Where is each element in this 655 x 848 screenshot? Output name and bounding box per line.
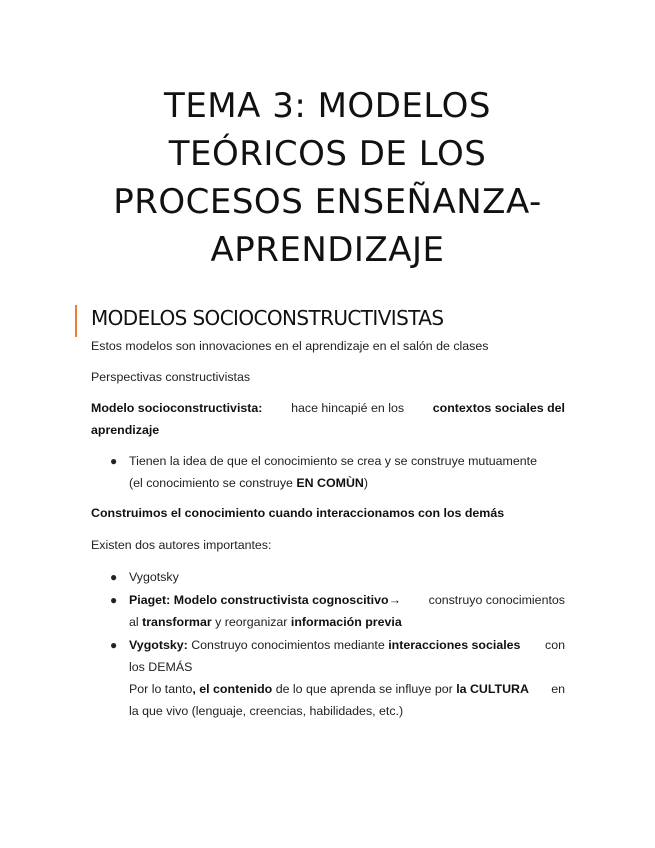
bold-text: la CULTURA [456,682,529,696]
bullet-dot-icon: ● [110,570,118,584]
paragraph-model-line [91,397,565,419]
title-line: PROCESOS ENSEÑANZA- [113,182,542,222]
bold-text: información previa [290,615,402,629]
document-title [60,82,595,274]
list-item-line [129,678,565,700]
text: construyo conocimientos [428,593,565,607]
list-item-line [129,589,565,611]
bold-text: Piaget: Modelo constructivista cognoscitivo [129,593,389,607]
title-line: APRENDIZAJE [210,230,445,270]
bold-text: EN COMÙN [296,476,364,490]
list-item [129,589,565,633]
list-item: Vygotsky [129,570,179,584]
paragraph-model [91,397,565,441]
text: Construyo conocimientos mediante [191,638,385,652]
text: ) [363,476,368,490]
list-item-line [129,634,565,656]
bullet-dot-icon: ● [110,638,118,652]
text: al [129,615,139,629]
text: hace hincapié en los [291,401,405,415]
list-item-line: Tienen la idea de que el conocimiento se crea y se construye mutuamente [129,454,537,468]
text: con [545,638,565,652]
text: de lo que aprenda se influye por [275,682,453,696]
paragraph-perspectives: Perspectivas constructivistas [91,370,251,384]
bold-text: contextos sociales del [432,401,565,415]
paragraph-construct [91,502,565,524]
list-item-line [129,472,565,494]
paragraph-authors-intro: Existen dos autores importantes: [91,538,272,552]
bold-text: , el contenido [192,682,273,696]
text: (el conocimiento se construye [129,476,293,490]
section-accent-bar [75,305,77,337]
bold-text: Vygotsky: [129,638,188,652]
list-item-line: los DEMÁS [129,660,193,674]
section-heading: MODELOS SOCIOCONSTRUCTIVISTAS [91,306,444,330]
bullet-dot-icon: ● [110,454,118,468]
bold-text: transformar [142,615,212,629]
text: y reorganizar [215,615,288,629]
arrow-right-icon: → [388,593,401,607]
paragraph-intro: Estos modelos son innovaciones en el aprendizaje en el salón de clases [91,339,489,353]
bold-text: Construimos el conocimiento cuando interaccionamos con los demás [91,506,505,520]
list-item [129,450,565,494]
list-item-line: la que vivo (lenguaje, creencias, habilidades, etc.) [129,704,404,718]
title-line: TEMA 3: MODELOS [164,86,491,126]
list-item-line [129,611,565,633]
list-item [129,634,565,722]
text: en [551,682,565,696]
bold-text: Modelo socioconstructivista: [91,401,263,415]
bold-text: interacciones sociales [388,638,521,652]
bold-text: aprendizaje [91,423,160,437]
text: Por lo tanto [129,682,193,696]
title-line: TEÓRICOS DE LOS [168,134,487,174]
bullet-dot-icon: ● [110,593,118,607]
